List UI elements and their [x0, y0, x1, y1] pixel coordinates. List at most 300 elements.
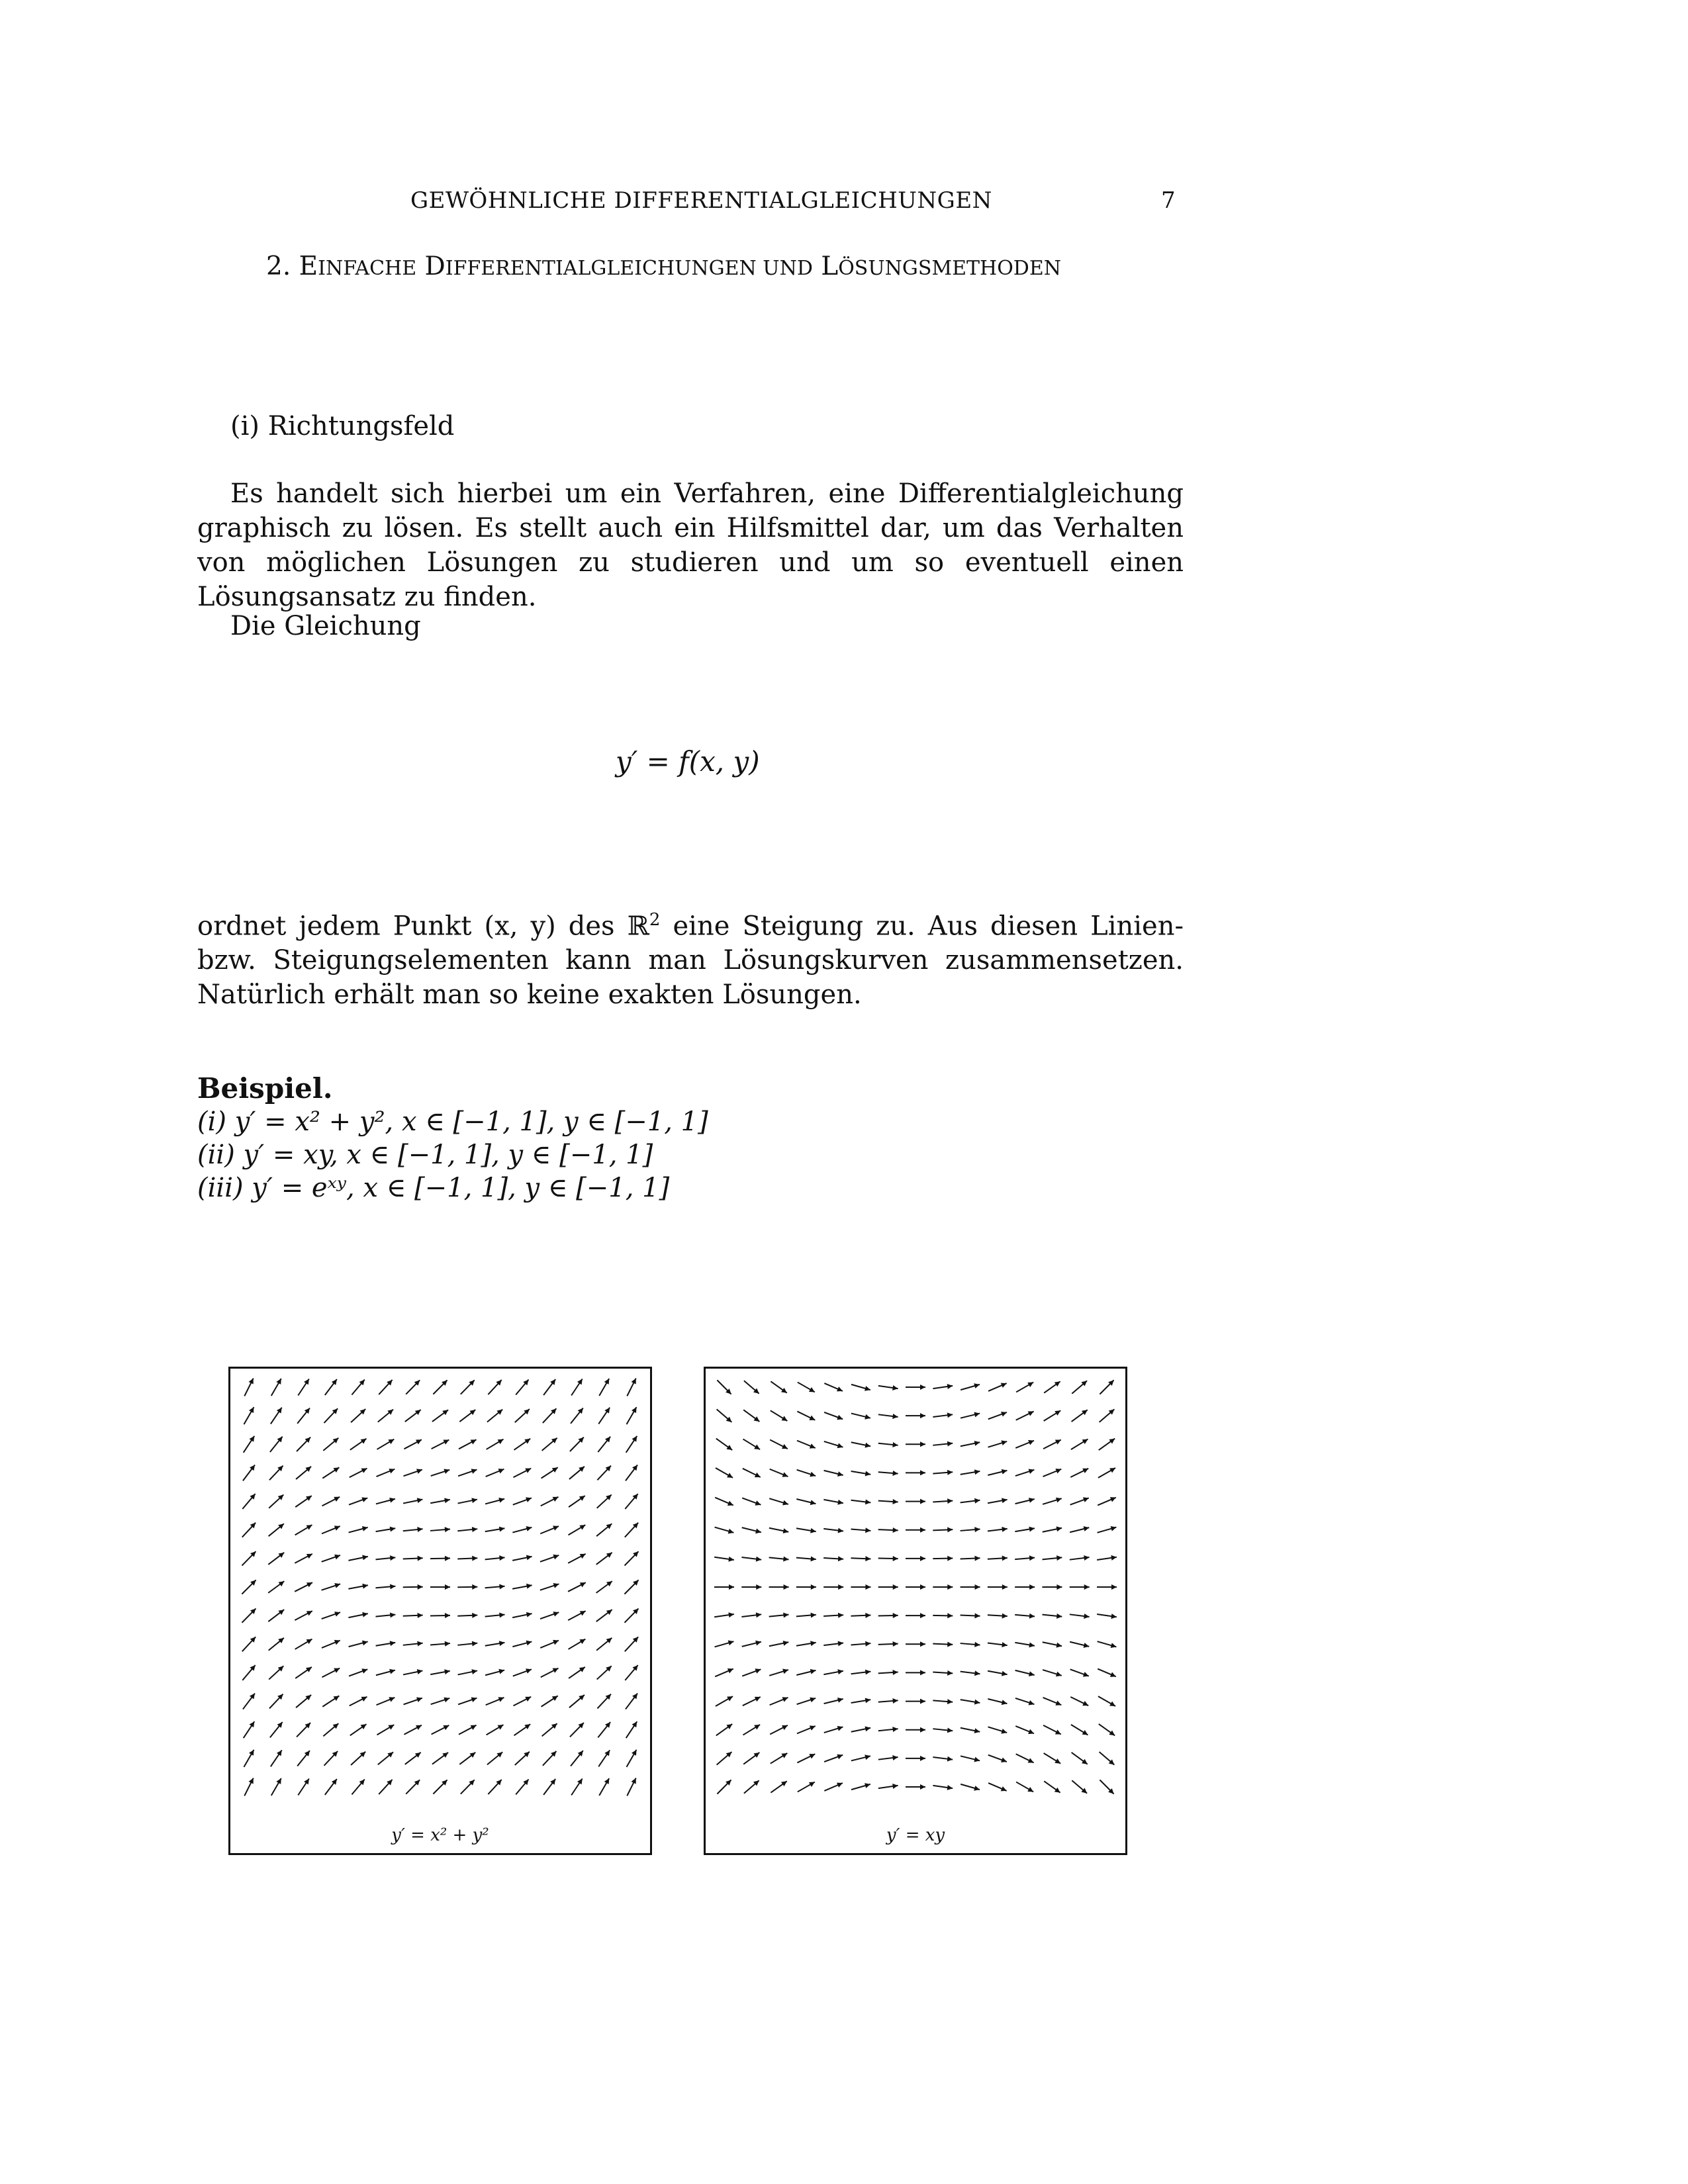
direction-arrow: [514, 1724, 531, 1735]
direction-arrow: [433, 1380, 447, 1394]
direction-arrow: [512, 1555, 532, 1561]
direction-arrow: [515, 1752, 530, 1765]
direction-arrow: [459, 1439, 477, 1449]
direction-arrow: [906, 1756, 925, 1761]
direction-arrow: [349, 1668, 367, 1676]
direction-arrow: [271, 1778, 281, 1796]
direction-arrow: [797, 1412, 815, 1420]
direction-arrow: [769, 1584, 789, 1590]
direction-arrow: [743, 1725, 760, 1735]
direction-arrow: [797, 1470, 816, 1477]
direction-arrow: [322, 1583, 341, 1590]
direction-arrow: [377, 1439, 395, 1449]
direction-arrow: [961, 1556, 980, 1561]
direction-arrow: [933, 1727, 953, 1733]
direction-arrow: [1044, 1753, 1061, 1764]
direction-arrow: [268, 1553, 284, 1565]
direction-arrow: [878, 1527, 898, 1533]
direction-arrow: [599, 1778, 609, 1796]
direction-arrow: [457, 1613, 477, 1618]
direction-arrow: [988, 1498, 1008, 1503]
direction-arrow: [1043, 1555, 1062, 1561]
direction-arrow: [1015, 1726, 1034, 1734]
direction-arrow: [569, 1695, 585, 1707]
direction-arrow: [295, 1667, 312, 1678]
direction-arrow: [769, 1669, 788, 1676]
direction-arrow: [485, 1669, 504, 1676]
direction-arrow: [1070, 1497, 1089, 1504]
direction-arrow: [485, 1555, 505, 1561]
direction-field-figure-1: [228, 1367, 652, 1855]
direction-arrow: [403, 1527, 423, 1532]
direction-arrow: [824, 1412, 843, 1420]
direction-arrow: [933, 1527, 953, 1532]
direction-arrow: [1015, 1584, 1035, 1590]
direction-arrow: [376, 1527, 396, 1532]
direction-arrow: [379, 1380, 392, 1394]
direction-arrow: [515, 1409, 530, 1422]
running-head: GEWÖHNLICHE DIFFERENTIALGLEICHUNGEN: [410, 187, 992, 214]
direction-arrow: [714, 1557, 734, 1562]
direction-arrow: [906, 1613, 925, 1618]
direction-arrow: [376, 1498, 395, 1504]
direction-arrow: [322, 1555, 340, 1562]
direction-arrow: [376, 1669, 395, 1676]
direction-arrow: [513, 1668, 532, 1676]
direction-arrow: [242, 1665, 255, 1680]
direction-arrow: [597, 1494, 612, 1508]
direction-arrow: [404, 1697, 422, 1704]
direction-arrow: [769, 1498, 788, 1505]
direction-arrow: [1098, 1641, 1117, 1648]
direction-arrow: [571, 1379, 583, 1395]
direction-arrow: [933, 1441, 953, 1447]
direction-arrow: [906, 1641, 925, 1647]
direction-arrow: [269, 1666, 283, 1679]
direction-arrow: [878, 1670, 898, 1675]
direction-arrow: [295, 1554, 312, 1563]
direction-arrow: [296, 1467, 311, 1479]
direction-arrow: [961, 1728, 980, 1733]
direction-arrow: [568, 1582, 586, 1592]
direction-arrow: [770, 1697, 788, 1705]
direction-arrow: [851, 1754, 870, 1760]
direction-arrow: [543, 1379, 555, 1395]
direction-arrow: [851, 1556, 870, 1561]
direction-arrow: [798, 1383, 815, 1392]
direction-arrow: [596, 1553, 612, 1565]
direction-arrow: [1044, 1381, 1060, 1392]
direction-arrow: [1071, 1439, 1088, 1449]
direction-arrow: [961, 1613, 980, 1618]
direction-arrow: [597, 1466, 611, 1480]
direction-arrow: [878, 1556, 898, 1561]
direction-arrow: [351, 1752, 365, 1765]
direction-arrow: [430, 1527, 450, 1532]
direction-arrow: [824, 1383, 843, 1391]
direction-arrow: [487, 1725, 504, 1735]
direction-arrow: [295, 1639, 312, 1649]
direction-arrow: [1098, 1468, 1115, 1478]
direction-arrow: [796, 1584, 816, 1590]
direction-arrow: [988, 1383, 1007, 1391]
direction-arrow: [625, 1494, 637, 1509]
direction-arrow: [906, 1499, 925, 1504]
direction-arrow: [377, 1697, 395, 1705]
direction-arrow: [431, 1469, 450, 1476]
direction-arrow: [797, 1698, 816, 1705]
direction-arrow: [743, 1752, 759, 1764]
direction-arrow: [626, 1721, 637, 1738]
direction-arrow: [823, 1613, 843, 1618]
direction-arrow: [714, 1612, 734, 1617]
direction-arrow: [933, 1556, 953, 1561]
direction-arrow: [485, 1612, 505, 1617]
direction-arrow: [295, 1496, 312, 1507]
direction-arrow: [543, 1408, 557, 1423]
direction-arrow: [487, 1752, 502, 1764]
direction-arrow: [1070, 1584, 1090, 1590]
direction-arrow: [961, 1383, 980, 1390]
direction-arrow: [596, 1524, 612, 1536]
direction-arrow: [1100, 1780, 1113, 1794]
direction-arrow: [796, 1528, 816, 1533]
direction-arrow: [771, 1753, 788, 1764]
direction-arrow: [625, 1665, 637, 1680]
paragraph-2: ordnet jedem Punkt (x, y) des ℝ$^2$ eine Steigung zu. Aus diesen Linien- bzw. Steigungselementen kann man Lösungskurven zusammensetzen. Natürlich erhält man so keine exakten Lösungen.: [197, 910, 1184, 1011]
direction-arrow: [625, 1637, 638, 1651]
direction-arrow: [322, 1696, 339, 1706]
direction-arrow: [597, 1694, 611, 1709]
direction-arrow: [598, 1750, 610, 1766]
direction-arrow: [988, 1469, 1007, 1475]
direction-arrow: [625, 1523, 638, 1537]
direction-arrow: [350, 1439, 367, 1450]
direction-arrow: [771, 1410, 788, 1421]
equation: y′ = f(x, y): [616, 745, 760, 778]
direction-arrow: [906, 1727, 925, 1733]
direction-arrow: [268, 1610, 284, 1621]
direction-arrow: [244, 1778, 253, 1796]
direction-arrow: [878, 1755, 898, 1760]
direction-arrow: [878, 1471, 898, 1476]
direction-arrow: [988, 1727, 1008, 1733]
direction-arrow: [269, 1638, 284, 1651]
direction-arrow: [598, 1722, 610, 1737]
direction-arrow: [599, 1379, 609, 1396]
direction-arrow: [906, 1385, 925, 1390]
direction-arrow: [271, 1379, 281, 1396]
direction-arrow: [513, 1697, 531, 1706]
direction-arrow: [457, 1641, 477, 1647]
direction-arrow: [988, 1614, 1008, 1619]
direction-arrow: [988, 1527, 1008, 1532]
direction-arrow: [242, 1580, 256, 1594]
direction-arrow: [851, 1584, 870, 1590]
direction-arrow: [742, 1668, 761, 1676]
direction-arrow: [349, 1526, 368, 1533]
direction-arrow: [823, 1641, 843, 1646]
direction-arrow: [430, 1613, 450, 1618]
direction-arrow: [743, 1469, 761, 1477]
direction-arrow: [540, 1583, 559, 1590]
direction-arrow: [878, 1499, 898, 1504]
direction-arrow: [933, 1498, 953, 1504]
direction-arrow: [627, 1407, 637, 1424]
direction-arrow: [878, 1784, 898, 1789]
direction-arrow: [906, 1413, 925, 1418]
direction-arrow: [403, 1584, 423, 1590]
direction-arrow: [961, 1584, 980, 1590]
direction-arrow: [348, 1555, 367, 1561]
direction-arrow: [404, 1439, 422, 1449]
direction-arrow: [851, 1698, 871, 1703]
direction-arrow: [1097, 1614, 1117, 1619]
direction-arrow: [627, 1379, 635, 1396]
direction-arrow: [961, 1700, 980, 1705]
direction-arrow: [770, 1469, 788, 1477]
direction-arrow: [540, 1640, 559, 1648]
direction-arrow: [961, 1784, 980, 1791]
direction-arrow: [961, 1670, 980, 1676]
direction-arrow: [797, 1441, 816, 1449]
direction-arrow: [432, 1439, 449, 1449]
direction-arrow: [516, 1380, 528, 1395]
direction-arrow: [513, 1497, 532, 1504]
direction-arrow: [715, 1668, 733, 1676]
direction-arrow: [851, 1414, 870, 1420]
direction-arrow: [1043, 1439, 1061, 1449]
direction-arrow: [296, 1695, 311, 1707]
direction-arrow: [403, 1669, 422, 1674]
direction-arrow: [322, 1497, 340, 1506]
gleichung-intro: Die Gleichung: [230, 611, 421, 641]
direction-arrow: [377, 1469, 395, 1477]
page-number: 7: [1161, 187, 1176, 214]
direction-arrow: [570, 1437, 584, 1451]
direction-arrow: [1015, 1555, 1035, 1561]
direction-arrow: [1015, 1614, 1035, 1619]
direction-arrow: [906, 1556, 925, 1561]
direction-arrow: [571, 1778, 583, 1795]
direction-arrow: [1098, 1669, 1116, 1677]
figure-caption-1: y′ = x² + y²: [391, 1825, 489, 1845]
direction-arrow: [488, 1380, 501, 1394]
direction-arrow: [1016, 1754, 1034, 1762]
direction-arrow: [1043, 1469, 1062, 1477]
direction-arrow: [324, 1751, 338, 1766]
direction-arrow: [350, 1469, 367, 1478]
direction-arrow: [1070, 1642, 1089, 1648]
direction-arrow: [741, 1584, 761, 1590]
direction-arrow: [851, 1499, 871, 1504]
direction-arrow: [569, 1525, 586, 1535]
direction-arrow: [824, 1441, 843, 1448]
direction-arrow: [403, 1641, 423, 1647]
direction-arrow: [378, 1752, 393, 1764]
direction-arrow: [485, 1641, 505, 1646]
direction-arrow: [823, 1528, 843, 1533]
direction-arrow: [769, 1612, 789, 1617]
direction-arrow: [271, 1750, 282, 1766]
direction-arrow: [1098, 1497, 1116, 1505]
direction-arrow: [715, 1498, 733, 1506]
direction-arrow: [269, 1694, 283, 1709]
direction-arrow: [1072, 1752, 1088, 1764]
direction-arrow: [488, 1780, 501, 1794]
direction-arrow: [375, 1584, 395, 1589]
direction-arrow: [961, 1469, 980, 1475]
direction-arrow: [543, 1779, 555, 1795]
direction-arrow: [376, 1555, 396, 1561]
direction-arrow: [430, 1584, 450, 1590]
direction-arrow: [431, 1698, 450, 1705]
direction-arrow: [459, 1410, 475, 1422]
direction-arrow: [1043, 1642, 1062, 1647]
direction-arrow: [823, 1669, 843, 1674]
direction-arrow: [486, 1697, 504, 1705]
direction-arrow: [569, 1496, 585, 1507]
direction-arrow: [851, 1670, 871, 1675]
direction-arrow: [851, 1385, 870, 1391]
direction-arrow: [1100, 1380, 1113, 1394]
direction-arrow: [540, 1525, 559, 1533]
direction-arrow: [458, 1669, 477, 1674]
direction-arrow: [1015, 1670, 1035, 1676]
direction-arrow: [717, 1780, 731, 1794]
direction-arrow: [1042, 1584, 1062, 1590]
direction-arrow: [716, 1696, 733, 1706]
direction-arrow: [717, 1409, 732, 1422]
direction-arrow: [906, 1470, 925, 1475]
direction-arrow: [377, 1725, 395, 1735]
direction-arrow: [325, 1379, 337, 1395]
direction-arrow: [961, 1498, 980, 1504]
direction-arrow: [770, 1439, 788, 1449]
direction-arrow: [1015, 1440, 1034, 1448]
direction-arrow: [624, 1580, 638, 1594]
direction-arrow: [513, 1469, 531, 1478]
direction-arrow: [769, 1557, 789, 1562]
direction-arrow: [717, 1752, 732, 1765]
direction-arrow: [269, 1524, 284, 1536]
direction-arrow: [906, 1784, 925, 1790]
direction-arrow: [823, 1556, 843, 1561]
direction-arrow: [851, 1726, 870, 1731]
direction-arrow: [403, 1556, 423, 1561]
direction-arrow: [350, 1724, 367, 1735]
direction-arrow: [988, 1671, 1008, 1676]
direction-arrow: [405, 1752, 421, 1764]
section-title-word-3: LÖSUNGSMETHODEN: [821, 251, 1061, 281]
direction-field-figure-2: [704, 1367, 1127, 1855]
direction-arrow: [244, 1750, 254, 1767]
direction-arrow: [1098, 1696, 1115, 1706]
direction-arrow: [350, 1697, 367, 1706]
direction-arrow: [541, 1668, 559, 1678]
direction-arrow: [1072, 1780, 1087, 1794]
direction-arrow: [743, 1410, 759, 1422]
direction-arrow: [487, 1410, 502, 1422]
direction-arrow: [459, 1752, 475, 1764]
direction-arrow: [295, 1611, 312, 1620]
direction-arrow: [1100, 1409, 1115, 1422]
direction-arrow: [430, 1498, 450, 1503]
direction-arrow: [268, 1581, 284, 1593]
direction-arrow: [988, 1642, 1008, 1647]
direction-arrow: [824, 1754, 843, 1762]
direction-arrow: [242, 1551, 256, 1565]
direction-arrow: [1043, 1725, 1061, 1735]
direction-arrow: [295, 1582, 312, 1592]
direction-arrow: [626, 1694, 637, 1709]
direction-arrow: [933, 1384, 953, 1389]
direction-arrow: [512, 1526, 532, 1533]
direction-arrow: [271, 1408, 282, 1424]
beispiel-item-1: (i) y′ = x² + y², x ∈ [−1, 1], y ∈ [−1, 1]: [197, 1107, 708, 1137]
direction-arrow: [744, 1381, 759, 1394]
direction-arrow: [242, 1608, 256, 1622]
direction-arrow: [1097, 1555, 1117, 1561]
direction-arrow: [933, 1613, 953, 1618]
direction-arrow: [325, 1779, 337, 1795]
direction-arrow: [512, 1612, 532, 1617]
direction-arrow: [878, 1414, 898, 1419]
direction-arrow: [715, 1527, 734, 1534]
direction-arrow: [322, 1668, 340, 1678]
direction-arrow: [1015, 1498, 1035, 1504]
direction-arrow: [297, 1723, 310, 1737]
direction-arrow: [270, 1722, 283, 1737]
direction-arrow: [961, 1527, 980, 1532]
direction-arrow: [485, 1584, 505, 1589]
direction-arrow: [376, 1612, 396, 1617]
direction-arrow: [906, 1527, 925, 1533]
direction-arrow: [906, 1670, 925, 1675]
direction-arrow: [570, 1723, 584, 1737]
direction-arrow: [961, 1412, 980, 1418]
direction-arrow: [716, 1724, 732, 1735]
direction-arrow: [1015, 1469, 1035, 1476]
direction-arrow: [596, 1581, 612, 1593]
direction-arrow: [824, 1726, 843, 1733]
direction-arrow: [626, 1465, 637, 1480]
direction-arrow: [596, 1610, 612, 1621]
direction-arrow: [244, 1721, 255, 1738]
direction-arrow: [625, 1608, 639, 1622]
direction-arrow: [516, 1780, 528, 1795]
direction-arrow: [430, 1669, 450, 1674]
direction-arrow: [244, 1407, 254, 1424]
direction-arrow: [543, 1751, 557, 1766]
direction-arrow: [598, 1437, 610, 1452]
direction-arrow: [988, 1783, 1007, 1791]
direction-arrow: [714, 1584, 734, 1590]
direction-arrow: [961, 1642, 980, 1647]
direction-arrow: [742, 1527, 761, 1533]
direction-arrow: [349, 1497, 367, 1504]
direction-arrow: [933, 1670, 953, 1676]
direction-arrow: [459, 1725, 477, 1735]
direction-arrow: [485, 1527, 505, 1532]
direction-arrow: [769, 1528, 788, 1533]
direction-arrow: [322, 1525, 340, 1533]
direction-arrow: [626, 1436, 637, 1453]
section-number: 2.: [266, 251, 291, 281]
direction-arrow: [878, 1385, 898, 1390]
direction-arrow: [742, 1498, 761, 1505]
direction-arrow: [1016, 1383, 1033, 1392]
